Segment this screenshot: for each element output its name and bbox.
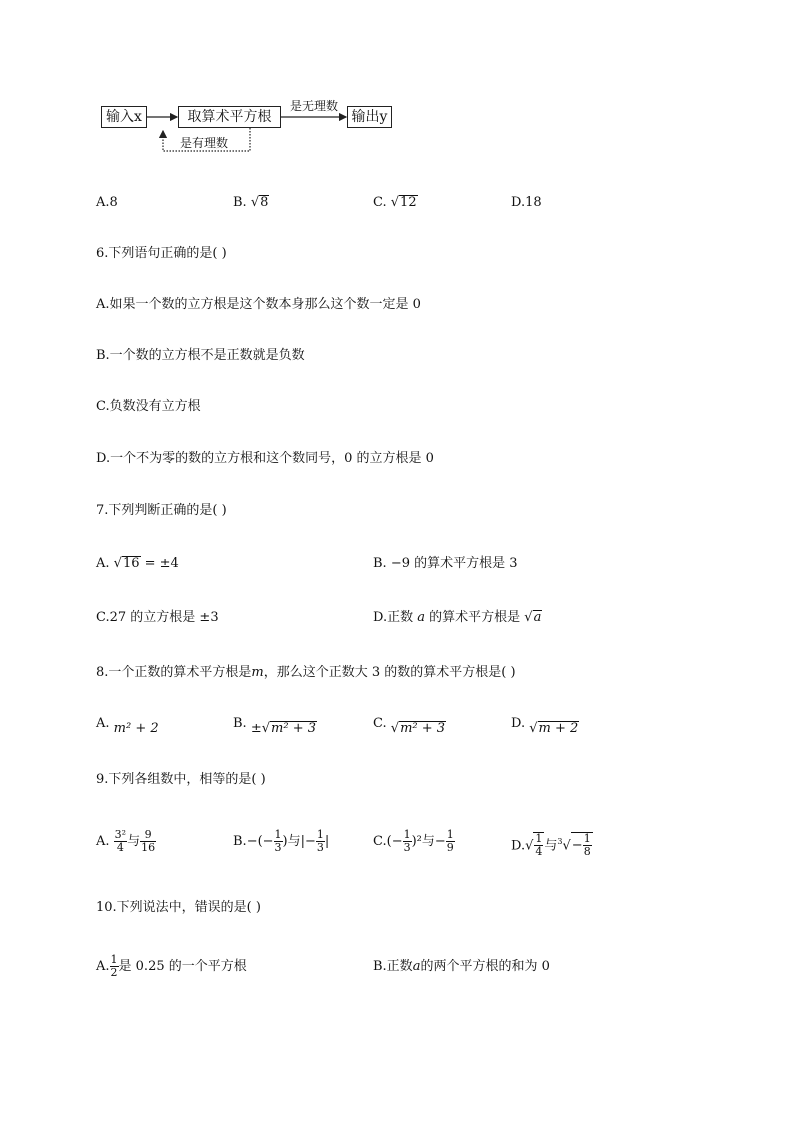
flowchart-rational-label: 是有理数: [180, 136, 229, 150]
q9-option-a: A. $\frac{\text{3²}}{4}$ 与 $\frac{9}{16}$: [96, 828, 156, 854]
q8-option-d: D. √m + 2: [511, 716, 579, 736]
flowchart-input-box: 输入x: [101, 106, 147, 128]
q10-option-a: A. $\frac{1}{2}$ 是 0.25 的一个平方根: [96, 953, 247, 979]
flowchart-output-box: 输出y: [347, 106, 392, 128]
q7-option-b: B. −9 的算术平方根是 3: [373, 556, 518, 571]
q7-stem: 7.下列判断正确的是( ): [96, 503, 227, 518]
q9-option-d: D.√ $\frac{1}{4}$ 与$^3$√− $\frac{1}{8}$: [511, 832, 591, 859]
q9-option-c: C.(− $\frac{1}{3}$ )²与− $\frac{1}{9}$: [373, 828, 454, 854]
q5-option-d: D.18: [511, 195, 542, 210]
q9-option-b: B.−(− $\frac{1}{3}$ )与|− $\frac{1}{3}$ |: [233, 828, 330, 854]
q6-option-a: A.如果一个数的立方根是这个数本身那么这个数一定是 0: [96, 297, 421, 312]
q6-option-b: B.一个数的立方根不是正数就是负数: [96, 348, 305, 363]
q5-option-b: B. √8: [233, 195, 269, 210]
q6-option-c: C.负数没有立方根: [96, 399, 201, 414]
q5-option-c: C. √12: [373, 195, 417, 210]
q7-option-d: D.正数 a 的算术平方根是 √a: [373, 610, 542, 625]
q6-option-d: D.一个不为零的数的立方根和这个数同号，0 的立方根是 0: [96, 451, 434, 466]
flowchart-arrows: [95, 95, 405, 155]
q7-option-a: A. √16 = ±4: [96, 556, 179, 571]
q8-option-a: A. m² + 2: [96, 716, 159, 736]
flowchart-irrational-label: 是无理数: [290, 99, 339, 113]
q5-option-a: A.8: [96, 195, 118, 210]
q6-stem: 6.下列语句正确的是( ): [96, 246, 227, 261]
q8-option-c: C. √m² + 3: [373, 716, 446, 736]
q10-option-b: B.正数a的两个平方根的和为 0: [373, 959, 550, 974]
q7-option-c: C.27 的立方根是 ±3: [96, 610, 219, 625]
q8-stem: 8.一个正数的算术平方根是m，那么这个正数大 3 的数的算术平方根是( ): [96, 665, 516, 680]
flowchart-process-box: 取算术平方根: [178, 106, 281, 128]
q10-stem: 10.下列说法中，错误的是( ): [96, 900, 261, 915]
q8-option-b: B. ±√m² + 3: [233, 716, 316, 736]
q9-stem: 9.下列各组数中，相等的是( ): [96, 772, 266, 787]
